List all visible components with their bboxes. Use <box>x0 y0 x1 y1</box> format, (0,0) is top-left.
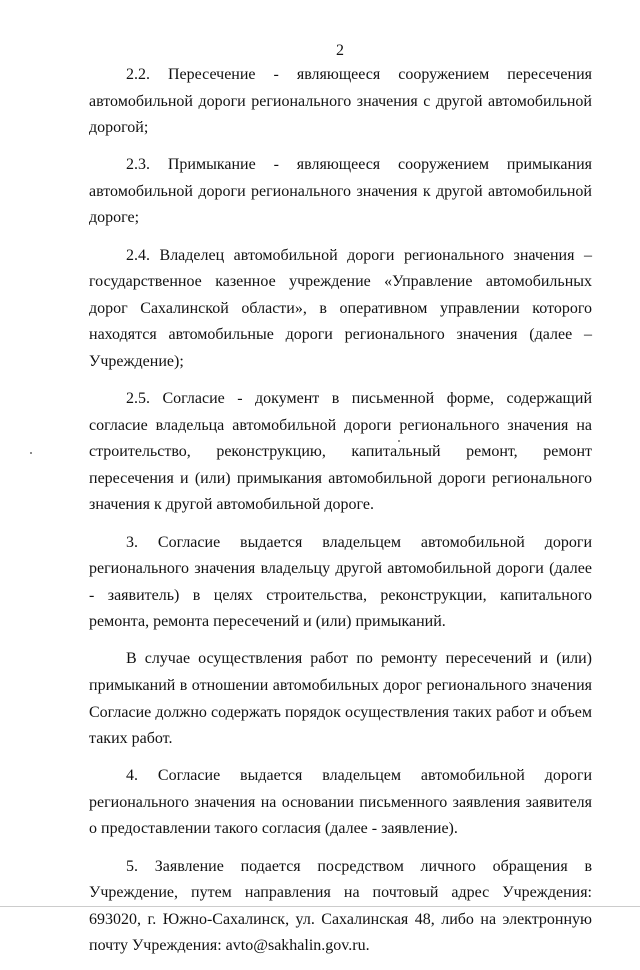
paragraph-5: 5. Заявление подается посредством личного обращения в Учреждение, путем направления на почтовый адрес Учреждения: 693020, г. Южно-Сахалинск, ул. Сахалинская 48, либо на электронную почту Учреждения: avto@sakhalin.gov.ru. <box>89 857 592 955</box>
paragraph-2-5: 2.5. Согласие - документ в письменной форме, содержащий согласие владельца автомобильной дороги регионального значения на строительство, реконструкцию, капитальный ремонт, ремонт пересечения и (или) примыкания автомобильной дороги регионального значения к другой автомобильной дороге. <box>89 390 592 514</box>
paragraph-3-repair: В случае осуществления работ по ремонту пересечений и (или) примыканий в отношении автомобильных дорог регионального значения Согласие должно содержать порядок осуществления таких работ и объем таких работ. <box>89 650 592 748</box>
paragraph-4: 4. Согласие выдается владельцем автомобильной дороги регионального значения на основании письменного заявления заявителя о предоставлении такого согласия (далее - заявление). <box>89 767 592 838</box>
paragraph-3: 3. Согласие выдается владельцем автомобильной дороги регионального значения владельцу другой автомобильной дороги (далее - заявитель) в целях строительства, реконструкции, капитального ремонта, ремонта пересечений и (или) примыканий. <box>89 533 592 631</box>
scan-speck <box>398 440 400 442</box>
document-body <box>89 62 592 970</box>
scan-edge <box>0 906 640 907</box>
scan-speck <box>30 452 32 454</box>
page-number: 2 <box>336 42 344 59</box>
paragraph-2-2: 2.2. Пересечение - являющееся сооружением пересечения автомобильной дороги регионального значения с другой автомобильной дорогой; <box>89 66 592 137</box>
paragraph-2-4: 2.4. Владелец автомобильной дороги регионального значения – государственное казенное учреждение «Управление автомобильных дорог Сахалинской области», в оперативном управлении которого находятся автомобильные дороги регионального значения (далее – Учреждение); <box>89 246 592 370</box>
paragraph-2-3: 2.3. Примыкание - являющееся сооружением примыкания автомобильной дороги регионального значения к другой автомобильной дороге; <box>89 156 592 227</box>
